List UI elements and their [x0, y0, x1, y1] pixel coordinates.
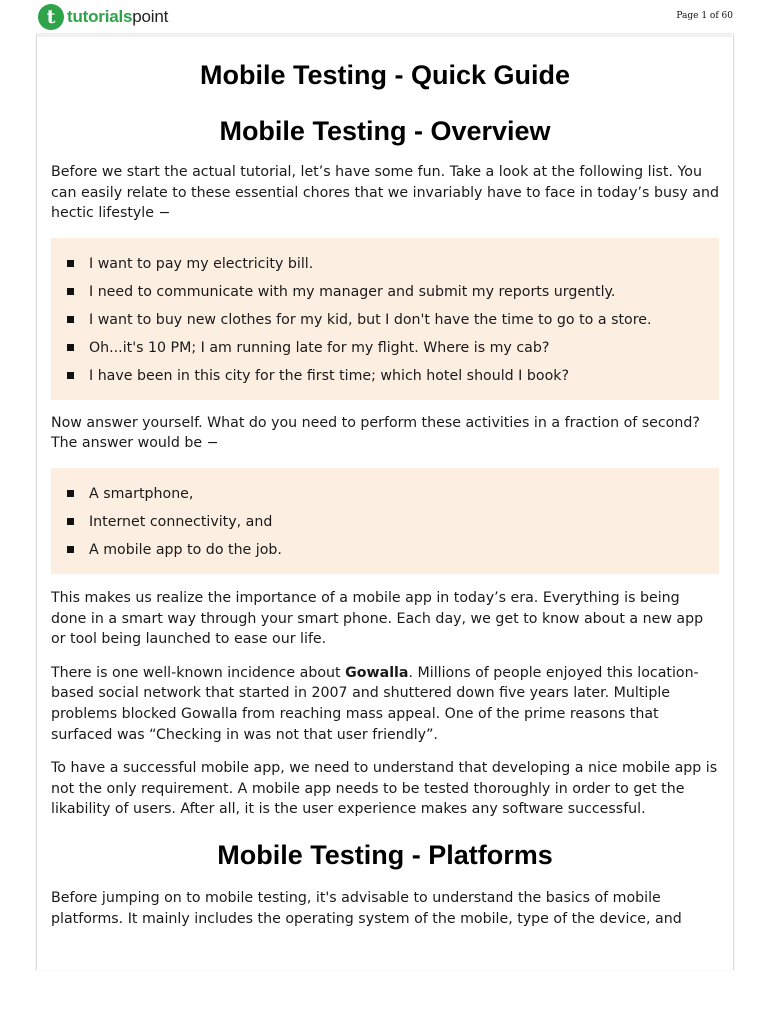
list-item [51, 508, 719, 536]
logo-text-dark: point [132, 7, 169, 26]
list-item [51, 334, 719, 362]
square-bullet-icon [67, 546, 74, 553]
success-paragraph: To have a successful mobile app, we need to understand that developing a nice mobile app is not the only requirement. A mobile app needs to be tested thoroughly in order to get the likability of users. After all, it is the user experience makes any software successful. [51, 760, 718, 818]
list-item-text: Oh...it's 10 PM; I am running late for my flight. Where is my cab? [89, 339, 550, 356]
section-heading-platforms: Mobile Testing - Platforms [217, 839, 553, 870]
list-item-text: I want to buy new clothes for my kid, but I don't have the time to go to a store. [89, 311, 652, 328]
logo-text-green: tutorials [67, 7, 133, 26]
square-bullet-icon [67, 344, 74, 351]
list-item-text: A mobile app to do the job. [89, 541, 282, 558]
tutorialspoint-logo[interactable] [38, 3, 168, 31]
page-header [0, 0, 768, 34]
importance-paragraph: This makes us realize the importance of a mobile app in today’s era. Everything is being done in a smart way through your smart phone. Each day, we get to know about a new app or tool being launched to ease our life. [51, 589, 704, 648]
gowalla-paragraph [51, 663, 719, 745]
answers-list [51, 468, 719, 574]
document-title: Mobile Testing - Quick Guide [199, 60, 571, 90]
platforms-intro-paragraph: Before jumping on to mobile testing, it's advisable to understand the basics of mobile platforms. It mainly includes the operating system of the mobile, type of the device, and [51, 889, 682, 927]
document-content [36, 34, 734, 970]
overview-intro-paragraph: Before we start the actual tutorial, let’s have some fun. Take a look at the following list. You can easily relate to these essential chores that we invariably have to face in today’s busy and hectic lifestyle − [51, 164, 719, 222]
page-indicator: Page 1 of 60 [676, 11, 733, 21]
square-bullet-icon [67, 372, 74, 379]
gowalla-bold-term: Gowalla [345, 664, 409, 681]
list-item-text: I want to pay my electricity bill. [89, 255, 314, 272]
square-bullet-icon [67, 490, 74, 497]
section-heading-overview: Mobile Testing - Overview [219, 116, 551, 146]
list-item-text: A smartphone, [89, 485, 194, 502]
list-item-text: Internet connectivity, and [89, 513, 273, 530]
list-item-text: I have been in this city for the first time; which hotel should I book? [89, 367, 569, 384]
list-item [51, 536, 719, 564]
gowalla-text-before: There is one well-known incidence about [51, 664, 346, 681]
gowalla-text-after: . Millions of people enjoyed this location-based social network that started in 2007 and shuttered down five years later. Multiple problems blocked Gowalla from reaching mass appeal. One of the prime reasons that surfaced was “Checking in was not that user friendly”. [51, 664, 699, 743]
list-item [51, 250, 719, 278]
logo-badge-icon: t [38, 4, 64, 30]
list-item [51, 362, 719, 390]
list-item [51, 278, 719, 306]
square-bullet-icon [67, 288, 74, 295]
square-bullet-icon [67, 518, 74, 525]
list-item [51, 306, 719, 334]
list-item [51, 480, 719, 508]
list-item-text: I need to communicate with my manager and submit my reports urgently. [89, 283, 616, 300]
answer-question-paragraph: Now answer yourself. What do you need to perform these activities in a fraction of second? The answer would be − [51, 414, 700, 452]
chores-list [51, 238, 719, 400]
logo-wordmark [67, 7, 168, 27]
square-bullet-icon [67, 260, 74, 267]
square-bullet-icon [67, 316, 74, 323]
